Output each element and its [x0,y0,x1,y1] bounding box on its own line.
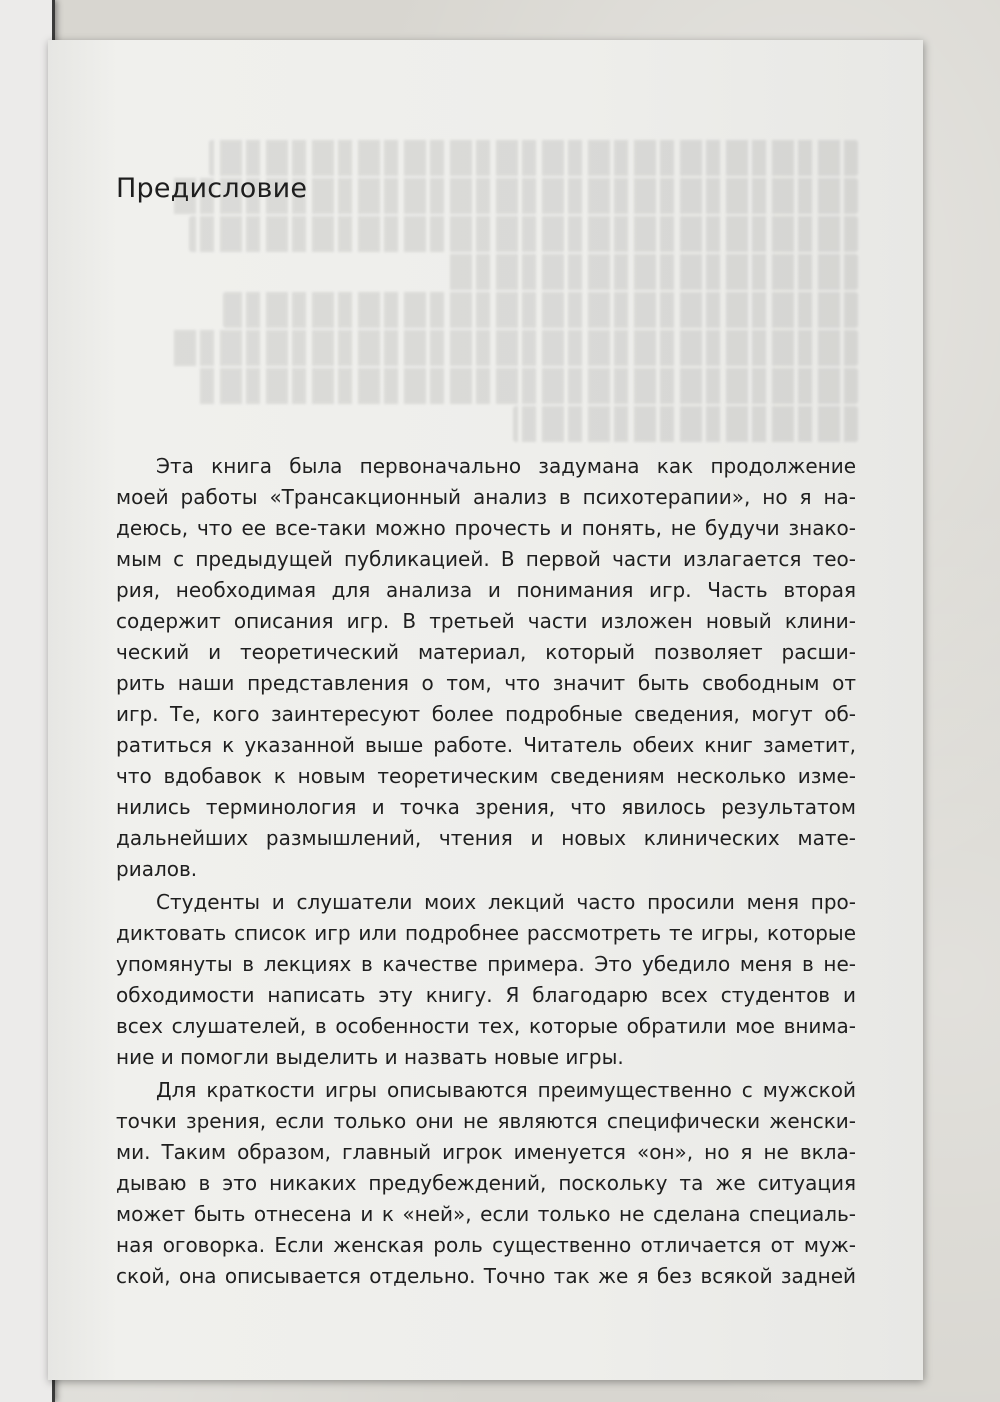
text-line: ратиться к указанной выше работе. Читатель обеих книг заметит, [116,733,856,757]
text-line: ми. Таким образом, главный игрок именуется «он», но я не вкла- [116,1140,856,1164]
text-line: ческий и теоретический материал, который позволяет расши- [116,640,856,664]
text-line: Для краткости игры описываются преимущественно с мужской [156,1078,856,1102]
text-line: Студенты и слушатели моих лекций часто просили меня про- [156,890,856,914]
text-line: точки зрения, если только они не являются специфически женски- [116,1109,856,1133]
text-line: нились терминология и точка зрения, что явилось результатом [116,795,856,819]
text-line: деюсь, что ее все-таки можно прочесть и понять, не будучи знако- [116,516,856,540]
text-line: рия, необходимая для анализа и понимания игр. Часть вторая [116,578,856,602]
body-text [116,451,856,1292]
paragraph-2 [116,887,856,1073]
text-line: обходимости написать эту книгу. Я благодарю всех студентов и [116,983,856,1007]
text-line: ная оговорка. Если женская роль существенно отличается от муж- [116,1233,856,1257]
page-title: Предисловие [116,173,308,204]
text-line: всех слушателей, в особенности тех, которые обратили мое внима- [116,1014,856,1038]
text-line: рить наши представления о том, что значит быть свободным от [116,671,856,695]
text-line: может быть отнесена и к «ней», если только не сделана специаль- [116,1202,856,1226]
previous-page-edge [0,0,55,1402]
text-line: что вдобавок к новым теоретическим сведениям несколько изме- [116,764,856,788]
text-line: моей работы «Трансакционный анализ в психотерапии», но я на- [116,485,856,509]
text-line: риалов. [116,857,198,881]
text-line: мым с предыдущей публикацией. В первой части излагается тео- [116,547,856,571]
text-line: упомянуты в лекциях в качестве примера. Это убедило меня в не- [116,952,856,976]
text-line: дальнейших размышлений, чтения и новых клинических мате- [116,826,856,850]
text-line: игр. Те, кого заинтересуют более подробные сведения, могут об- [116,702,856,726]
text-line: диктовать список игр или подробнее рассмотреть те игры, которые [116,921,856,945]
book-page [48,40,923,1380]
text-line: содержит описания игр. В третьей части изложен новый клини- [116,609,856,633]
text-line: ской, она описывается отдельно. Точно так же я без всякой задней [116,1264,856,1288]
text-line: дываю в это никаких предубеждений, поскольку та же ситуация [116,1171,856,1195]
text-line: Эта книга была первоначально задумана как продолжение [156,454,856,478]
paragraph-3 [116,1075,856,1292]
text-line: ние и помогли выделить и назвать новые игры. [116,1045,624,1069]
paragraph-1 [116,451,856,885]
